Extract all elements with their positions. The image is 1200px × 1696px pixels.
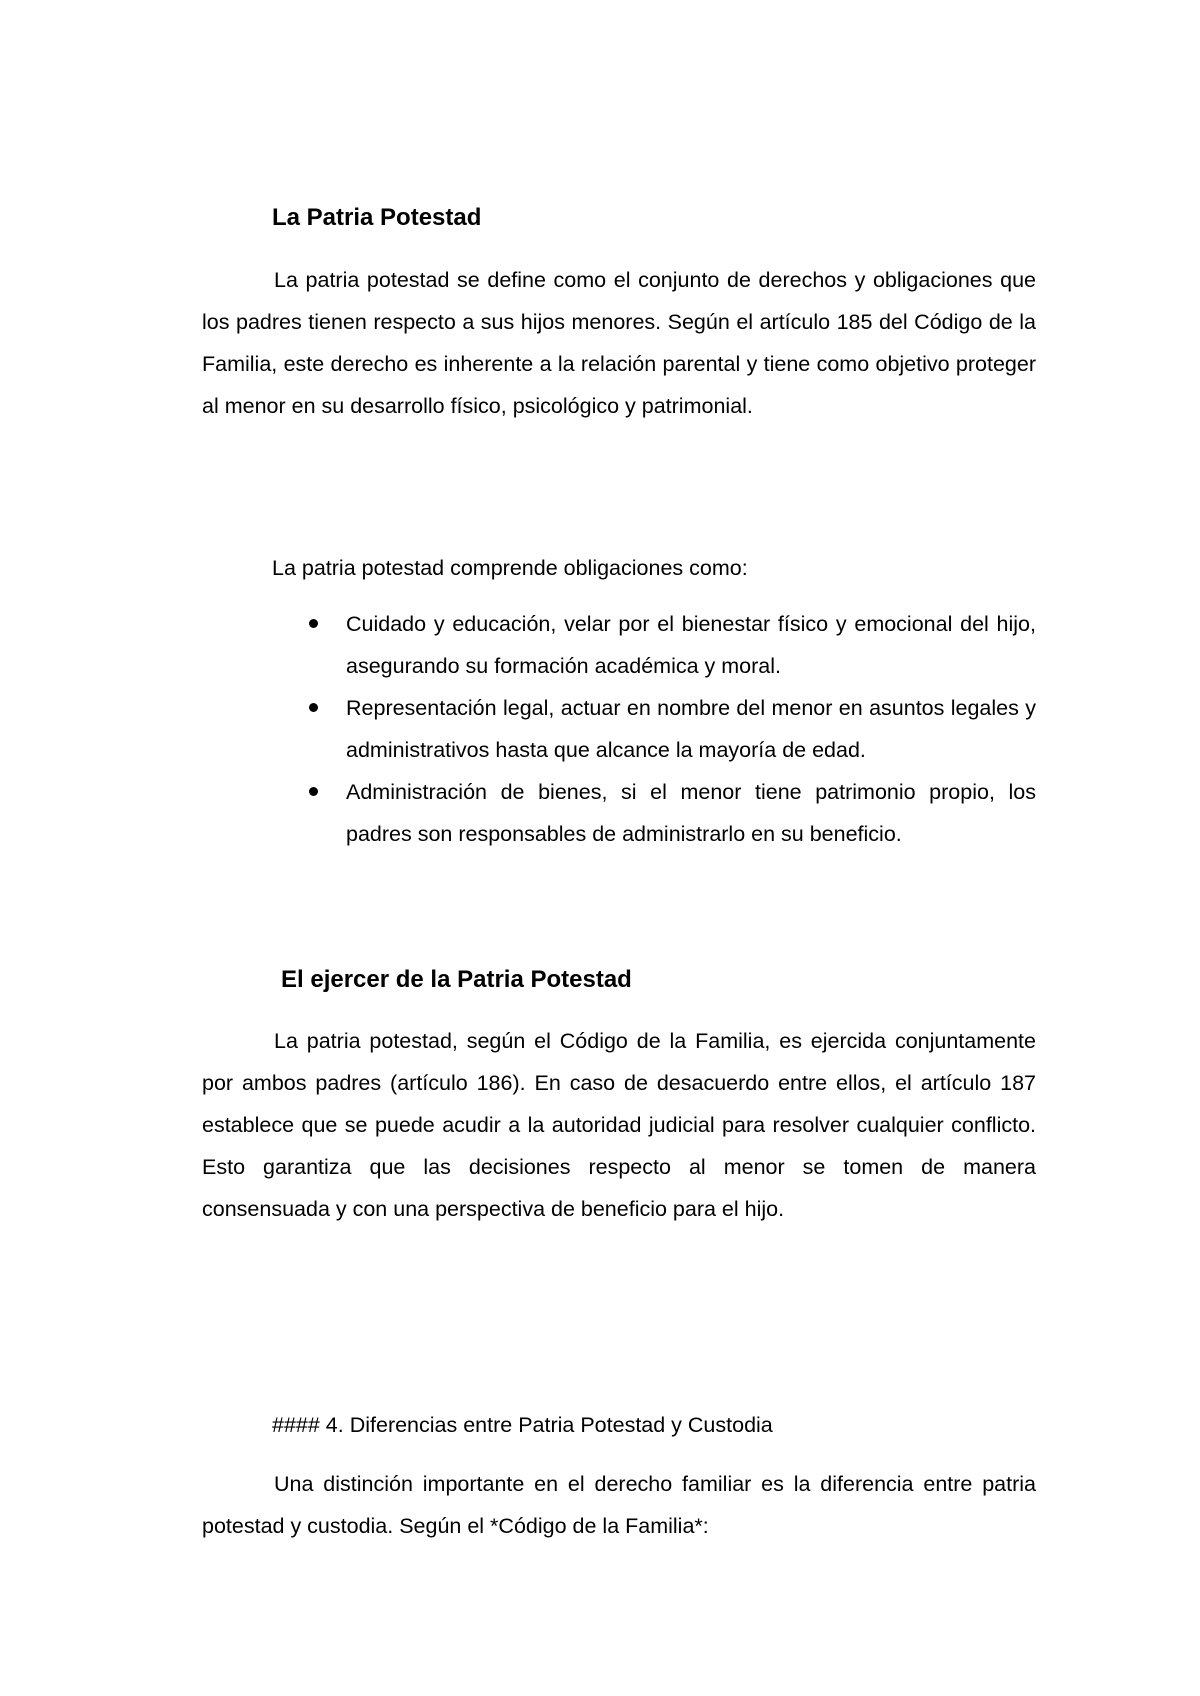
list-item xyxy=(202,771,1036,855)
bullet-icon xyxy=(309,619,318,628)
list-item xyxy=(202,687,1036,771)
paragraph-distincion: Una distinción importante en el derecho familiar es la diferencia entre patria potestad y custodia. Según el *Código de la Familia*: xyxy=(202,1472,1036,1538)
paragraph-ejercicio: La patria potestad, según el Código de la Familia, es ejercida conjuntamente por ambos padres (artículo 186). En caso de desacuerdo entre ellos, el artículo 187 establece que se puede acudir a la autoridad judicial para resolver cualquier conflicto. Esto garantiza que las decisiones respecto al menor se tomen de manera consensuada y con una perspectiva de beneficio para el hijo. xyxy=(202,1029,1036,1221)
list-item xyxy=(202,603,1036,687)
list-item-text: Administración de bienes, si el menor tiene patrimonio propio, los padres son responsables de administrarlo en su beneficio. xyxy=(346,780,1036,846)
section-title-patria-potestad: La Patria Potestad xyxy=(272,204,482,231)
section-title-ejercer: El ejercer de la Patria Potestad xyxy=(281,966,632,993)
obligations-list xyxy=(202,603,1036,855)
section-title-diferencias: #### 4. Diferencias entre Patria Potestad y Custodia xyxy=(272,1413,773,1437)
bullet-icon xyxy=(309,703,318,712)
list-item-text: Cuidado y educación, velar por el bienestar físico y emocional del hijo, asegurando su formación académica y moral. xyxy=(346,612,1036,678)
list-intro: La patria potestad comprende obligaciones como: xyxy=(272,556,748,580)
bullet-icon xyxy=(309,787,318,796)
list-item-text: Representación legal, actuar en nombre del menor en asuntos legales y administrativos hasta que alcance la mayoría de edad. xyxy=(346,696,1036,762)
paragraph-definition: La patria potestad se define como el conjunto de derechos y obligaciones que los padres tienen respecto a sus hijos menores. Según el artículo 185 del Código de la Familia, este derecho es inherente a la relación parental y tiene como objetivo proteger al menor en su desarrollo físico, psicológico y patrimonial. xyxy=(202,268,1036,418)
